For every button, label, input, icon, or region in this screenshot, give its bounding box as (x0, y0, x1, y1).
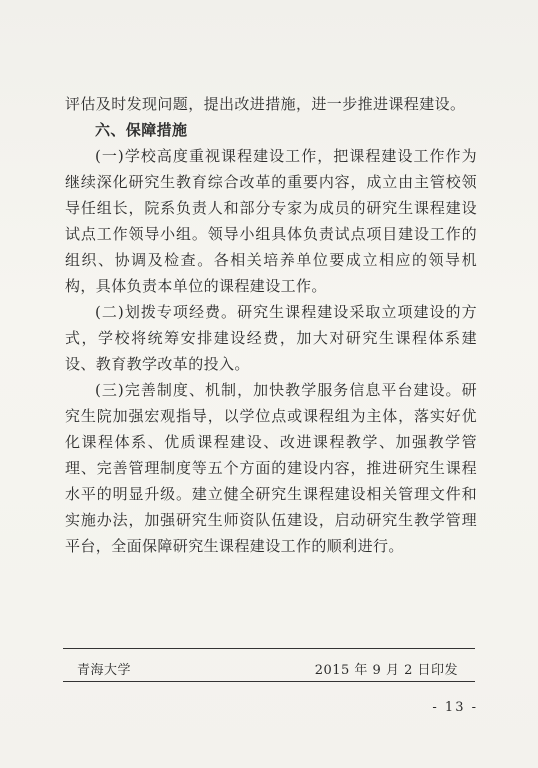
footer-organization: 青海大学 (77, 663, 132, 678)
section-heading: 六、保障措施 (95, 121, 188, 139)
paragraph-continuation: 评估及时发现问题，提出改进措施，进一步推进课程建设。 (65, 95, 466, 113)
page-number: - 13 - (432, 700, 478, 715)
footer-bottom-rule (63, 681, 475, 682)
footer-top-rule (63, 648, 475, 649)
paragraph-funding: (二)划拨专项经费。研究生课程建设采取立项建设的方式，学校将统筹安排建设经费，加大对研究生课程体系建设、教育教学改革的投入。 (65, 303, 477, 373)
paragraph-systems: (三)完善制度、机制，加快教学服务信息平台建设。研究生院加强宏观指导，以学位点或课程组为主体，落实好优化课程体系、优质课程建设、改进课程教学、加强教学管理、完善管理制度等五个方面的建设内容，推进研究生课程水平的明显升级。建立健全研究生课程建设相关管理文件和实施办法，加强研究生师资队伍建设，启动研究生教学管理平台，全面保障研究生课程建设工作的顺利进行。 (65, 381, 477, 555)
paragraph-leadership: (一)学校高度重视课程建设工作，把课程建设工作作为继续深化研究生教育综合改革的重要内容，成立由主管校领导任组长，院系负责人和部分专家为成员的研究生课程建设试点工作领导小组。领导小组具体负责试点项目建设工作的组织、协调及检查。各相关培养单位要成立相应的领导机构，具体负责本单位的课程建设工作。 (65, 147, 477, 295)
footer-print-date: 2015 年 9 月 2 日印发 (314, 663, 458, 678)
document-body (65, 91, 477, 559)
